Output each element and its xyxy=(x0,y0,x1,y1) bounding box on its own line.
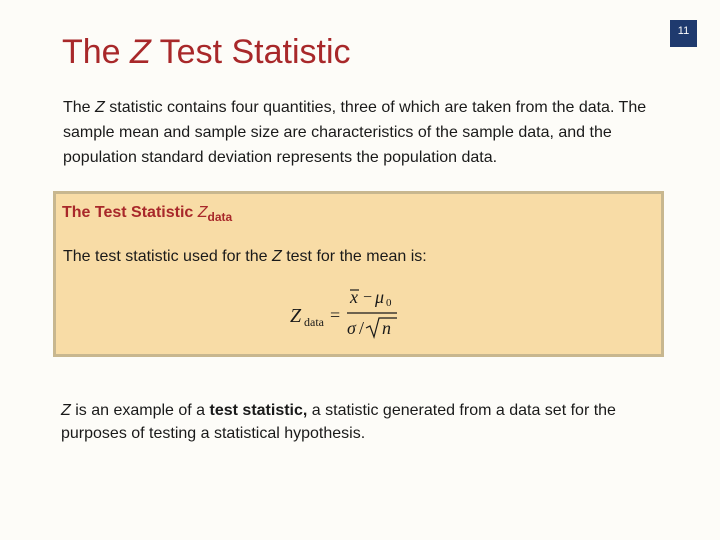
title-before: The xyxy=(62,33,131,71)
title-after: Test Statistic xyxy=(150,33,351,71)
definition-text-after: test for the mean is: xyxy=(281,248,427,265)
title-z: Z xyxy=(130,33,151,71)
formula-lhs-z: Z xyxy=(290,305,302,327)
intro-z: Z xyxy=(95,99,105,116)
formula-mu-sub: 0 xyxy=(386,297,392,309)
formula-xbar: x xyxy=(350,287,358,307)
definition-heading-z: Z xyxy=(197,204,208,221)
closing-paragraph xyxy=(61,399,681,445)
z-formula xyxy=(286,284,416,344)
intro-before: The xyxy=(63,99,96,116)
formula-slash: / xyxy=(359,318,365,338)
slide-title xyxy=(62,34,351,71)
formula-mu: μ xyxy=(375,287,385,307)
formula-n: n xyxy=(382,318,391,338)
definition-box xyxy=(53,191,664,357)
z-formula-svg xyxy=(286,284,416,344)
page-number: 11 xyxy=(677,25,690,37)
closing-bold-term: test statistic, xyxy=(209,402,308,419)
definition-heading-before: The Test Statistic xyxy=(62,204,198,221)
intro-after: statistic contains four quantities, three of which are taken from the data. The sample mean and sample size are characteristics of the sample data, and the population standard deviation represents the population data. xyxy=(63,99,647,166)
closing-z: Z xyxy=(61,402,71,419)
definition-heading xyxy=(62,204,232,224)
formula-minus: − xyxy=(363,289,373,306)
formula-lhs-sub: data xyxy=(304,315,324,329)
closing-part1: is an example of a xyxy=(70,402,210,419)
closing-part2: a statistic generated from a data set for the purposes of testing a statistical hypothesis. xyxy=(61,402,616,442)
definition-heading-sub: data xyxy=(207,210,233,224)
page-number-badge xyxy=(670,20,697,47)
definition-text-before: The test statistic used for the xyxy=(63,248,272,265)
formula-sigma: σ xyxy=(347,318,356,338)
definition-text xyxy=(63,248,427,266)
intro-paragraph xyxy=(63,95,673,170)
formula-equals: = xyxy=(330,305,341,325)
definition-text-z: Z xyxy=(271,248,282,265)
